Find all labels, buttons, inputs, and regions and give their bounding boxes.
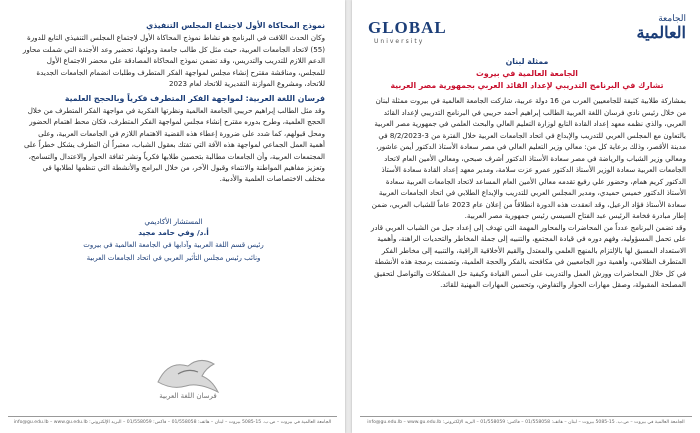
- signature-name: أ.د/ وفي حامد مجيد: [138, 227, 209, 237]
- paragraph-simulation: وكان الحدث اللافت في البرنامج هو نشاط نموذج المحاكاة الأول لاجتماع المجلس التنفيذي التابع للدورة (55) لاتحاد الجامعات العربية، حيث مثل كل طالب جامعة ودولتها، تحضير وعد الأجندة التي شملت محاور الدعم اللازم للتدريب والتدريس، وقد تضمن نموذج المحاكاة المصادقة على محضر الاجتماع الأول للمجلس، ومناقشة مقترح إنشاء مجلس لمواجهة الفكر المتطرف وطلبات انضمام الجامعات الجديدة للاتحاد، ومشروع الموازنة التقديرية للاتحاد لعام 2023: [22, 33, 325, 89]
- paragraph-participation: بمشاركة طلابية كثيفة للجامعيين العرب من 16 دولة عربية، شاركت الجامعة العالمية في بيروت ممثلة لبنان من خلال رئيس نادي فرسان اللغة العربية الطالب إبراهيم أحمد حريبي في البرنامج التدريبي لإعداد القائد العربي، والذي نظمه معهد إعداد القادة التابع لوزارة التعليم العالي والبحث العلمي في جمهورية مصر العربية بالتعاون مع المجلس العربي للتدريب والإبداع في اتحاد الجامعات العربية خلال الفترة من 3-8/2/2023 في مدينة الأقصر، وذلك برعاية كل من: معالي وزير التعليم العالي في مصر سعادة الأستاذ الدكتور أيمن عاشور، ومعالي وزير الشباب والرياضة في مصر سعادة الأستاذ الدكتور أشرف صبحي، ومعالي الأمين العام لاتحاد الجامعات العربية سعادة الوزير الأستاذ الدكتور عمرو عزت سلامة، ومدير معهد إعداد القادة سعادة الأستاذ الدكتور كريم همام، وحضور علي رفيع تقدمه معالي الأمين العام المساعد لاتحاد الجامعات العربية سعادة الأستاذ الدكتور خميس حميدي، ومدير المجلس العربي للتدريب والإبداع الطلابي في اتحاد الجامعات العربية سعادة الأستاذ فؤاد الرعيل، وقد انعقدت هذه الدورة انطلاقاً من إعلان عام 2023 عاماً للشباب العربي، ضمن إطار مبادرة فخامة الرئيس عبد الفتاح السيسي رئيس جمهورية مصر العربية.: [371, 96, 686, 221]
- section-heading-simulation: نموذج المحاكاة الأول لاجتماع المجلس التنفيذي: [146, 21, 325, 30]
- page-1: [352, 0, 700, 433]
- page-1-footer: الجامعة العالمية في بيروت – ص.ب. 15-5085 بيروت – لبنان – هاتف: 01/558058 – فاكس: 01/558059 – البريد الإلكتروني: info@gu.edu.lb – www.gu.edu.lb: [360, 416, 692, 427]
- global-university-logo-en: GLOBAL: [368, 18, 447, 37]
- paragraph-program: وقد تضمن البرنامج عدداً من المحاضرات والمحاور المهمة التي تهدف إلى إعداد جيل من الشباب العربي قادر على تحمل المسؤولية، وفهم دوره في قيادة المجتمع، والتنبيه إلى جملة المخاطر والتحديات الراهنة، وأهمية الاستعداد المسبق لها بالإلتزام بالمنهج العلمي والمعتدل والقيم الأخلاقية الراقية، والتنبيه إلى مخاطر الفكر المتطرف الظلامي، وأهمية دور الجامعيين في مكافحته بالفكر والحجة العلمية، وتضمنت برمجة هذه الأنشطة في كل خلال المحاضرات وورش العمل والتدريب على أسس القيادة وكيفية حل المشكلات والتواصل لتحقيق المصلحة المقبولة، وصقل مهارات الحوار والتفاوض، وتحسين المهارات المهنية للقائد.: [370, 222, 686, 289]
- paragraph-extremism: وقد مثل الطالب إبراهيم حريبي الجامعة العالمية ونظرتها الفكرية في مواجهة الفكر المتطرف من خلال الحجج العلمية، وطرح بدوره مقترح إنشاء مجلس لمواجهة الفكر المتطرف، فكان محط اهتمام الحضور ومحل قبولهم، كما شدد على ضرورة إعطاء هذه القضية الاهتمام اللازم في الجامعات العربية، وعلى أهمية العمل الجماعي لمواجهة هذه الآفة التي تفتك بعقول الشباب، معتبراً أن التطرف يشكل خطراً على المجتمعات العربية، وأن الجامعات مطالبة بتحصين طلابها فكرياً ونشر ثقافة الحوار والاعتدال والتسامح، وتعزيز مفاهيم المواطنة والانتماء وقبول الآخر، من خلال البرامج والأنشطة التي تنظمها لطلابها في مختلف الاختصاصات العلمية والأدبية.: [24, 105, 325, 184]
- article-title: تشارك في البرنامج التدريبي لإعداد القائد العربي بجمهورية مصر العربية: [390, 81, 664, 91]
- logo-caption: فرسان اللغة العربية: [159, 392, 217, 400]
- section-heading-extremism: فرسان اللغة العربية: لمواجهة الفكر المتطرف فكرياً وبالحجج العلمية: [64, 93, 325, 103]
- header-line-university: الجامعة العالمية في بيروت: [476, 69, 578, 79]
- signature-role-2: ونائب رئيس مجلس التأثير العربي في اتحاد الجامعات العربية: [86, 254, 261, 263]
- page-2-content: [22, 20, 325, 264]
- signature-title: المستشار الأكاديمي: [144, 216, 203, 226]
- signature-role-1: رئيس قسم اللغة العربية وآدابها في الجامعة العالمية في بيروت: [83, 240, 264, 249]
- global-university-logo-sub: University: [374, 38, 425, 45]
- page-2-footer: الجامعة العالمية في بيروت – ص.ب. 15-5085 بيروت – لبنان – هاتف: 01/558058 – فاكس: 01/558059 – البريد الإلكتروني: info@gu.edu.lb – www.gu.edu.lb: [8, 416, 337, 427]
- page-2: [0, 0, 345, 433]
- global-university-logo-ar: الجامعة العالمية: [636, 14, 686, 42]
- page-1-content: [368, 56, 686, 290]
- arabic-knights-logo: [148, 352, 228, 400]
- signature-block: [22, 217, 325, 264]
- header-line-representative: ممثلة لبنان: [505, 57, 549, 66]
- letterhead: [368, 14, 686, 54]
